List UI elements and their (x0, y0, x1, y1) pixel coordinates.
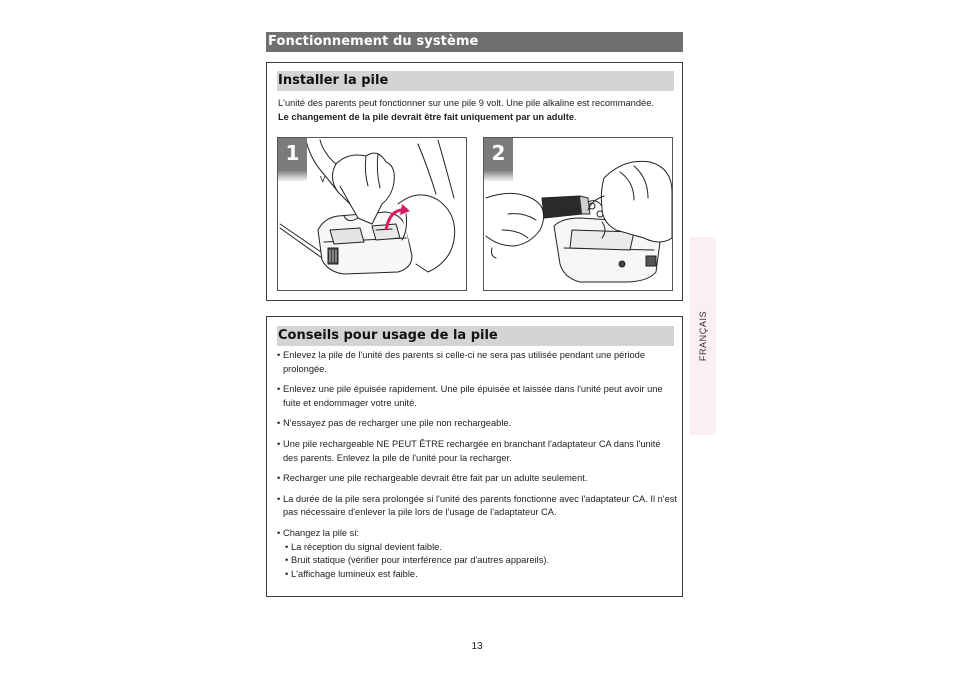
bullet: • (277, 438, 281, 449)
install-heading: Installer la pile (277, 71, 674, 91)
figure-step-2 (483, 137, 673, 291)
install-intro-text: L'unité des parents peut fonctionner sur une pile 9 volt. Une pile alkaline est recommandée. (278, 98, 654, 108)
battery-tips-section (266, 316, 683, 597)
page-number: 13 (471, 641, 483, 652)
tips-list (277, 349, 677, 581)
install-warning-end: . (574, 112, 577, 122)
svg-text:V: V (320, 175, 326, 184)
step-number-2: 2 (484, 138, 513, 182)
bullet: • (277, 350, 281, 360)
install-intro (278, 96, 673, 124)
sub-list-item: • L'affichage lumineux est faible. (285, 568, 677, 582)
list-item: • Une pile rechargeable NE PEUT ÊTRE rechargée en branchant l'adaptateur CA dans l'unité des parents. Enlevez la pile de l'unité pour la recharger. (277, 438, 677, 465)
sub-list-item: • La réception du signal devient faible. (285, 541, 677, 555)
install-warning: Le changement de la pile devrait être fait uniquement par un adulte (278, 112, 575, 122)
bullet: • (277, 527, 281, 538)
tips-heading: Conseils pour usage de la pile (277, 326, 674, 346)
language-tab (690, 237, 716, 435)
bullet: • (285, 568, 289, 579)
list-item: • Enlevez une pile épuisée rapidement. Une pile épuisée et laissée dans l'unité peut avoir une fuite et endommager votre unité. (277, 383, 677, 410)
bullet: • (277, 473, 281, 484)
bullet: • (277, 384, 281, 395)
sub-list (285, 541, 677, 582)
bullet: • (285, 541, 289, 552)
list-item: • Changez la pile si: (277, 527, 677, 541)
figure-step-1 (277, 137, 467, 291)
bullet: • (285, 555, 289, 566)
section-title: Fonctionnement du système (266, 32, 683, 52)
install-battery-section (266, 62, 683, 301)
list-item: • Recharger une pile rechargeable devrait être fait par un adulte seulement. (277, 472, 677, 486)
bullet: • (277, 493, 281, 504)
bullet: • (277, 418, 281, 429)
step-number-1: 1 (278, 138, 307, 182)
sub-list-item: • Bruit statique (vérifier pour interférence par d'autres appareils). (285, 554, 677, 568)
list-item: • Enlevez la pile de l'unité des parents si celle-ci ne sera pas utilisée pendant une période prolongée. (277, 349, 677, 376)
list-item: • La durée de la pile sera prolongée si l'unité des parents fonctionne avec l'adaptateur CA. Il n'est pas nécessaire d'enlever la pile lors de l'usage de l'adaptateur CA. (277, 493, 677, 520)
list-item: • N'essayez pas de recharger une pile non rechargeable. (277, 417, 677, 431)
language-label: FRANÇAIS (698, 310, 708, 362)
